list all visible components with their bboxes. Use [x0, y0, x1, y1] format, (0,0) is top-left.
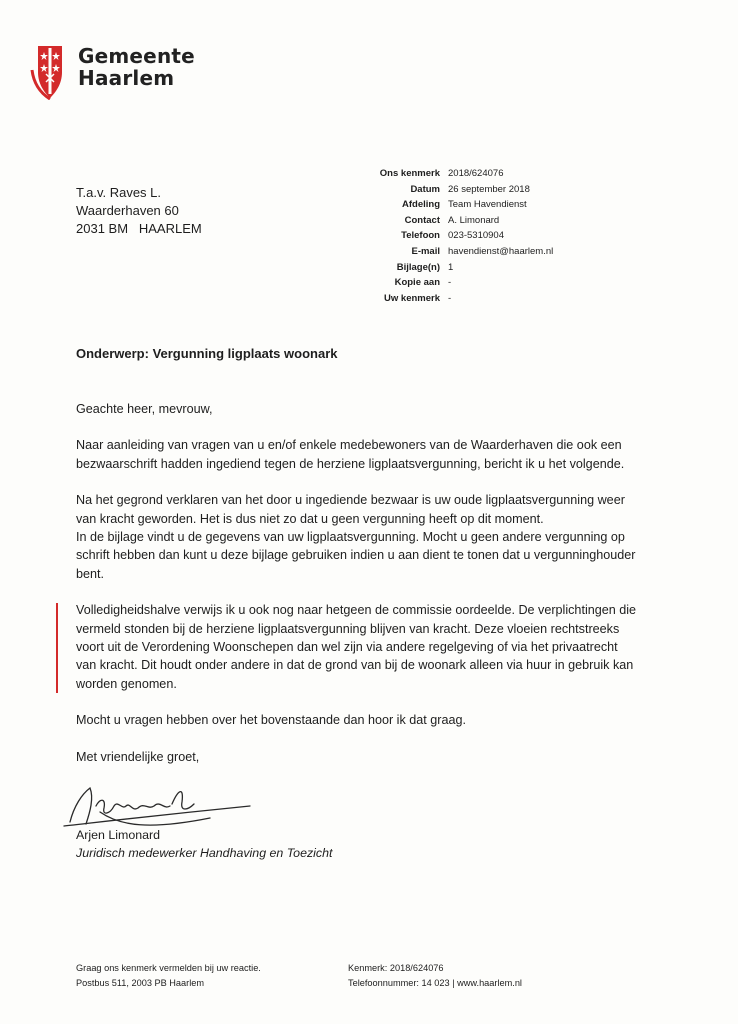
reference-value: 023-5310904	[448, 230, 504, 242]
reference-value: 1	[448, 261, 454, 273]
address-line-2: Waarderhaven 60	[76, 203, 179, 218]
haarlem-coat-of-arms-icon	[30, 42, 70, 100]
signer-block	[76, 826, 332, 862]
reference-label: Datum	[410, 183, 440, 195]
body-line: Volledigheidshalve verwijs ik u ook nog naar hetgeen de commissie oordeelde. De verplichtingen die	[76, 603, 637, 618]
reference-label: Kopie aan	[394, 277, 440, 289]
reference-value: -	[448, 292, 452, 304]
reference-value: 2018/624076	[448, 168, 504, 179]
paragraph-4	[76, 711, 666, 729]
logo-line-1: Gemeente	[78, 44, 195, 68]
reference-row	[300, 197, 553, 213]
signer-name: Arjen Limonard	[76, 828, 161, 842]
letter-body	[76, 400, 666, 784]
body-line: worden genomen.	[76, 676, 177, 691]
footer-left-line-1: Graag ons kenmerk vermelden bij uw reactie.	[76, 963, 261, 973]
reference-value: A. Limonard	[448, 214, 500, 226]
letter-subject: Onderwerp: Vergunning ligplaats woonark	[76, 346, 338, 361]
paragraph-1	[76, 436, 666, 473]
body-line: voort uit de Verordening Woonschepen dan wel zijn via andere regelgeving of via het privaatrecht	[76, 640, 618, 655]
logo-wordmark	[78, 45, 195, 89]
reference-value: -	[448, 277, 452, 289]
reference-label: Bijlage(n)	[396, 261, 440, 273]
reference-row	[300, 291, 553, 307]
body-line: bent.	[76, 566, 105, 581]
gemeente-haarlem-logo	[30, 42, 195, 100]
reference-label: Telefoon	[401, 230, 440, 242]
reference-row	[300, 275, 553, 291]
closing: Met vriendelijke groet,	[76, 749, 200, 764]
reference-row	[300, 213, 553, 229]
reference-label: Uw kenmerk	[384, 292, 440, 304]
footer-right-line-2: Telefoonnummer: 14 023 | www.haarlem.nl	[348, 978, 522, 988]
body-line: In de bijlage vindt u de gegevens van uw ligplaatsvergunning. Mocht u geen andere vergunning op	[76, 530, 625, 545]
margin-marker-line	[56, 603, 58, 693]
body-line: Naar aanleiding van vragen van u en/of enkele medebewoners van de Waarderhaven die ook een	[76, 438, 622, 453]
footer-right-line-1: Kenmerk: 2018/624076	[348, 963, 444, 973]
reference-label: Contact	[404, 214, 440, 226]
paragraph-2	[76, 491, 666, 583]
footer-right	[348, 961, 522, 991]
reference-row	[300, 260, 553, 276]
reference-value: 26 september 2018	[448, 183, 530, 195]
reference-label: E-mail	[411, 245, 440, 257]
reference-label: Ons kenmerk	[379, 168, 440, 179]
body-line: schrift hebben dan kunt u deze bijlage gebruiken indien u aan dient te tonen dat u vergunninghouder	[76, 548, 636, 563]
reference-row	[300, 166, 553, 182]
salutation: Geachte heer, mevrouw,	[76, 402, 213, 416]
footer-left-line-2: Postbus 511, 2003 PB Haarlem	[76, 978, 205, 988]
body-line: Na het gegrond verklaren van het door u ingediende bezwaar is uw oude ligplaatsvergunning weer	[76, 493, 625, 508]
address-line-1: T.a.v. Raves L.	[76, 185, 162, 200]
reference-row	[300, 244, 553, 260]
reference-row	[300, 228, 553, 244]
address-line-3: 2031 BM HAARLEM	[76, 221, 202, 236]
body-line: Mocht u vragen hebben over het bovenstaande dan hoor ik dat graag.	[76, 713, 466, 728]
body-line: van kracht geworden. Het is dus niet zo dat u geen vergunning heeft op dit moment.	[76, 511, 544, 526]
body-line: van kracht. Dit houdt onder andere in dat de grond van bij de woonark alleen via huur in gebruik kan	[76, 658, 634, 673]
reference-label: Afdeling	[402, 199, 440, 211]
logo-line-2: Haarlem	[78, 66, 175, 90]
body-line: bezwaarschrift hadden ingediend tegen de herziene ligplaatsvergunning, bericht ik u het volgende.	[76, 456, 625, 471]
signer-role: Juridisch medewerker Handhaving en Toezicht	[76, 846, 333, 860]
body-line: vermeld stonden bij de herziene ligplaatsvergunning blijven van kracht. Deze vloeien rechtstreeks	[76, 621, 620, 636]
paragraph-3	[76, 601, 666, 693]
recipient-address	[76, 184, 202, 238]
reference-value: havendienst@haarlem.nl	[448, 245, 554, 257]
reference-value: Team Havendienst	[448, 199, 527, 211]
reference-row	[300, 182, 553, 198]
reference-block	[300, 166, 553, 306]
footer-left	[76, 961, 261, 991]
